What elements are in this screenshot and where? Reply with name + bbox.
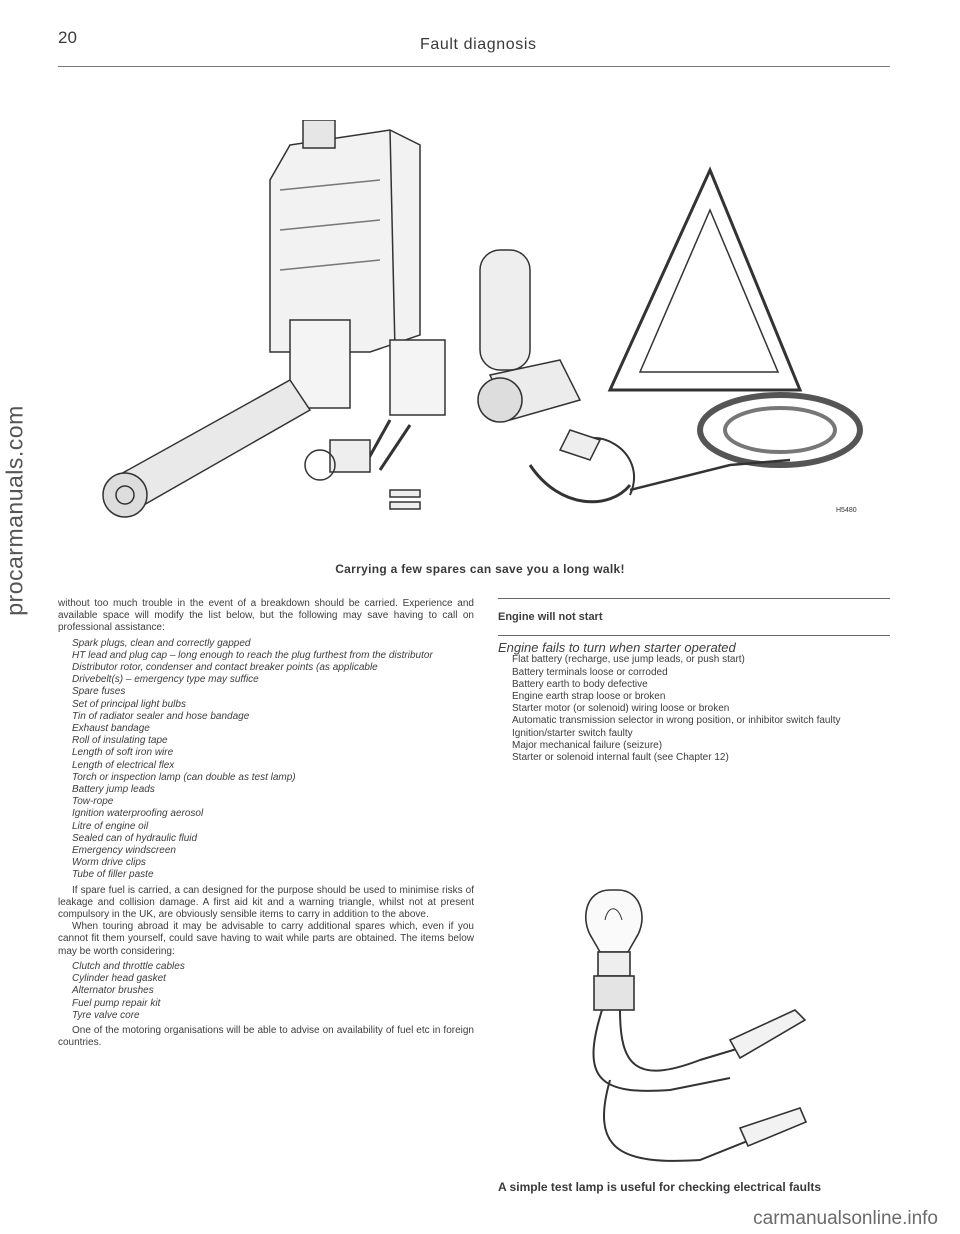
header-rule bbox=[58, 66, 890, 67]
motoring-paragraph: One of the motoring organisations will be able to advise on availability of fuel etc in foreign countries. bbox=[58, 1024, 474, 1049]
list-item: Distributor rotor, condenser and contact breaker points (as applicable bbox=[72, 662, 378, 674]
list-item: Flat battery (recharge, use jump leads, or push start) bbox=[512, 654, 745, 666]
hose-bandage-drawing bbox=[530, 430, 630, 502]
footer-watermark: carmanualsonline.info bbox=[753, 1208, 938, 1229]
lamp-leads-drawing bbox=[593, 1010, 750, 1161]
list-item: Roll of insulating tape bbox=[72, 735, 168, 747]
fuses-drawing bbox=[390, 490, 420, 509]
bandage-roll-drawing bbox=[103, 380, 310, 517]
list-item: Ignition/starter switch faulty bbox=[512, 727, 633, 739]
list-item: Spare fuses bbox=[72, 686, 126, 698]
list-item: Engine earth strap loose or broken bbox=[512, 691, 666, 703]
intro-paragraph: without too much trouble in the event of a breakdown should be carried. Experience and available space will modify the list below, but the following may save having to call on professional assistance: bbox=[58, 598, 474, 634]
list-item: Length of electrical flex bbox=[72, 759, 175, 771]
right-column bbox=[498, 598, 890, 764]
side-watermark: procarmanuals.com bbox=[1, 404, 28, 616]
list-item: Litre of engine oil bbox=[72, 820, 149, 832]
list-item: Starter motor (or solenoid) wiring loose or broken bbox=[512, 703, 730, 715]
list-item: Tyre valve core bbox=[72, 1009, 140, 1021]
running-head: Fault diagnosis bbox=[420, 36, 537, 53]
fuel-paragraph: If spare fuel is carried, a can designed for the purpose should be used to minimise risks of leakage and collision damage. A first aid kit and a warning triangle, whilst not at present compulsory in the UK, are obviously sensible items to carry in addition to the above. bbox=[58, 884, 474, 921]
list-item: Ignition waterproofing aerosol bbox=[72, 808, 204, 820]
list-item: Worm drive clips bbox=[72, 857, 146, 869]
abroad-spares-list bbox=[72, 961, 474, 1022]
list-item: Battery earth to body defective bbox=[512, 678, 648, 690]
list-item: Starter or solenoid internal fault (see Chapter 12) bbox=[512, 752, 729, 764]
jerry-can-drawing bbox=[270, 120, 420, 352]
list-item: Set of principal light bulbs bbox=[72, 698, 186, 710]
list-item: Alternator brushes bbox=[72, 985, 154, 997]
list-item: Tin of radiator sealer and hose bandage bbox=[72, 710, 250, 722]
bulb-drawing bbox=[586, 890, 642, 1010]
spares-list bbox=[72, 638, 474, 882]
figure-mark: H5480 bbox=[836, 507, 857, 514]
tow-rope-coil-drawing bbox=[700, 395, 860, 465]
list-item: Tow-rope bbox=[72, 796, 114, 808]
list-item: Torch or inspection lamp (can double as test lamp) bbox=[72, 771, 296, 783]
list-item: Battery jump leads bbox=[72, 784, 155, 796]
lamp-caption: A simple test lamp is useful for checking electrical faults bbox=[498, 1180, 821, 1194]
list-item: Spark plugs, clean and correctly gapped bbox=[72, 637, 251, 649]
list-item: Battery terminals loose or corroded bbox=[512, 666, 668, 678]
list-item: Clutch and throttle cables bbox=[72, 960, 185, 972]
list-item: Fuel pump repair kit bbox=[72, 997, 161, 1009]
left-column bbox=[58, 598, 474, 1049]
list-item: HT lead and plug cap – long enough to reach the plug furthest from the distributor bbox=[72, 649, 433, 661]
list-item: Exhaust bandage bbox=[72, 723, 150, 735]
figure-caption: Carrying a few spares can save you a long walk! bbox=[335, 562, 625, 576]
list-item: Tube of filler paste bbox=[72, 869, 154, 881]
list-item: Automatic transmission selector in wrong position, or inhibitor switch faulty bbox=[512, 715, 841, 727]
section-rule-top bbox=[498, 598, 890, 599]
section-rule-bottom bbox=[498, 635, 890, 636]
list-item: Cylinder head gasket bbox=[72, 973, 166, 985]
spark-plug-drawing bbox=[305, 420, 410, 480]
list-item: Drivebelt(s) – emergency type may suffice bbox=[72, 674, 259, 686]
spares-illustration bbox=[90, 120, 870, 520]
causes-list bbox=[512, 654, 890, 764]
list-item: Major mechanical failure (seizure) bbox=[512, 739, 663, 751]
test-lamp-illustration bbox=[580, 880, 820, 1170]
list-item: Emergency windscreen bbox=[72, 845, 176, 857]
list-item: Length of soft iron wire bbox=[72, 747, 174, 759]
touring-paragraph: When touring abroad it may be advisable to carry additional spares which, even if you cannot fit them yourself, could save having to wait while parts are obtained. The items below may be worth considering: bbox=[58, 921, 474, 957]
sub-heading: Engine fails to turn when starter operated bbox=[498, 640, 736, 656]
page-number: 20 bbox=[58, 28, 77, 47]
warning-triangle-drawing bbox=[610, 170, 800, 390]
section-heading: Engine will not start bbox=[498, 611, 603, 623]
list-item: Sealed can of hydraulic fluid bbox=[72, 832, 198, 844]
crocodile-clip-drawing bbox=[730, 1010, 806, 1146]
